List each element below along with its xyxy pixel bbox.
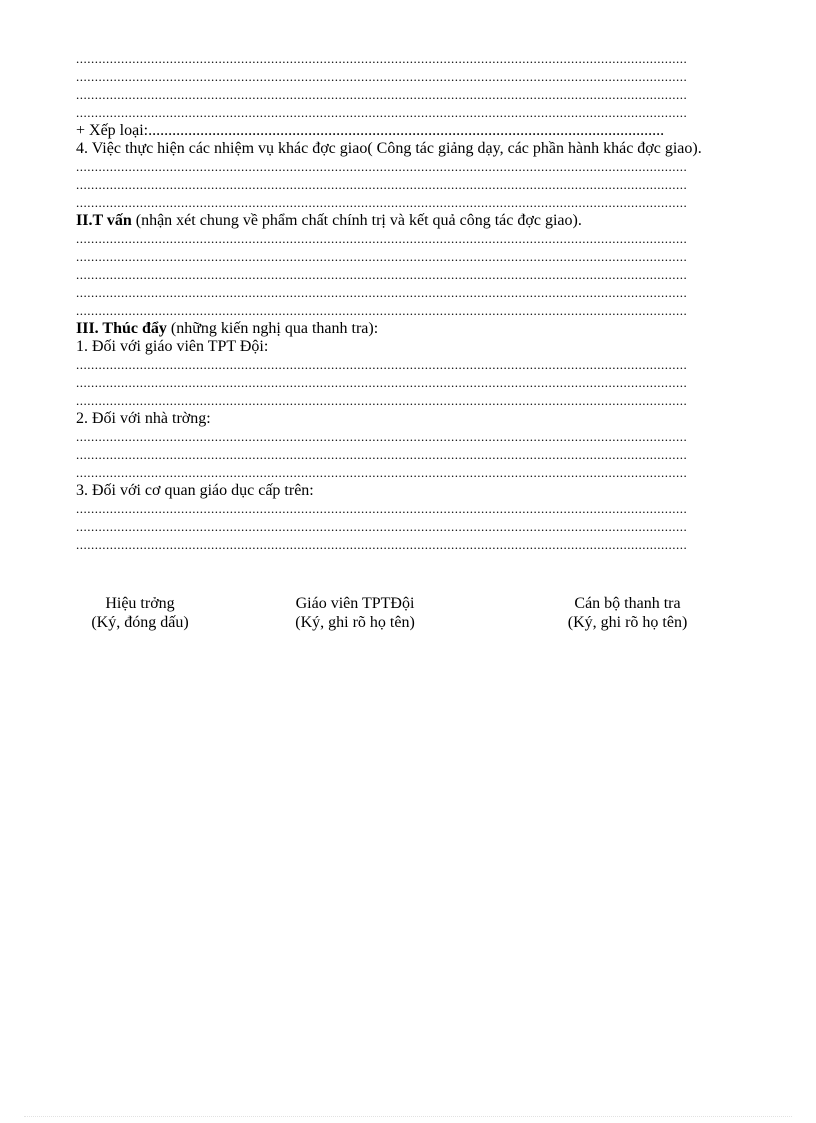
dotted-fill-line: ...................................................................................................................................................................	[76, 69, 688, 84]
dotted-fill-line: ...................................................................................................................................................................	[76, 519, 688, 534]
dotted-fill-line: ...................................................................................................................................................................	[76, 231, 688, 246]
dotted-fill-line: ...................................................................................................................................................................	[76, 51, 688, 66]
teacher-title: Giáo viên TPTĐội	[295, 595, 415, 612]
teacher-signature	[270, 594, 440, 632]
dotted-fill-line: ...................................................................................................................................................................	[76, 537, 688, 552]
section3-heading-rest: (những kiến nghị qua thanh tra):	[166, 320, 379, 337]
inspector-signature	[545, 594, 710, 632]
dotted-fill-line: ...................................................................................................................................................................	[76, 447, 688, 462]
section3-sub1: 1. Đối với giáo viên TPT Đội:	[76, 338, 269, 355]
dotted-fill-line: ...................................................................................................................................................................	[76, 285, 688, 300]
dotted-fill-line: ...................................................................................................................................................................	[76, 393, 688, 408]
item4-text: 4. Việc thực hiện các nhiệm vụ khác đợc giao( Công tác giảng dạy, các phần hành khác đợc giao).	[76, 140, 702, 157]
inspector-note: (Ký, ghi rõ họ tên)	[567, 614, 688, 631]
sub1-fill-lines	[76, 356, 738, 410]
page-bottom-rule	[24, 1116, 792, 1117]
rating-line: + Xếp loại:.................................................................................................................................	[76, 122, 665, 139]
section3-heading-bold: III. Thúc đẩy	[76, 320, 167, 337]
dotted-fill-line: ...................................................................................................................................................................	[76, 159, 688, 174]
section2-heading	[76, 212, 738, 230]
principal-note: (Ký, đóng dấu)	[91, 614, 189, 631]
section3-heading	[76, 320, 738, 338]
dotted-fill-line: ...................................................................................................................................................................	[76, 465, 688, 480]
dotted-fill-line: ...................................................................................................................................................................	[76, 375, 688, 390]
section1-fill-lines	[76, 50, 738, 122]
document-page	[76, 50, 738, 554]
sub3-fill-lines	[76, 500, 738, 554]
section2-heading-rest: (nhận xét chung về phẩm chất chính trị và kết quả công tác đợc giao).	[131, 212, 582, 229]
dotted-fill-line: ...................................................................................................................................................................	[76, 177, 688, 192]
principal-title: Hiệu trởng	[105, 595, 175, 612]
signature-block	[0, 594, 816, 644]
dotted-fill-line: ...................................................................................................................................................................	[76, 303, 688, 318]
section3-sub3: 3. Đối với cơ quan giáo dục cấp trên:	[76, 482, 314, 499]
dotted-fill-line: ...................................................................................................................................................................	[76, 87, 688, 102]
dotted-fill-line: ...................................................................................................................................................................	[76, 501, 688, 516]
dotted-fill-line: ...................................................................................................................................................................	[76, 267, 688, 282]
dotted-fill-line: ...................................................................................................................................................................	[76, 357, 688, 372]
section3-sub2: 2. Đối với nhà trờng:	[76, 410, 211, 427]
dotted-fill-line: ...................................................................................................................................................................	[76, 429, 688, 444]
section2-fill-lines	[76, 230, 738, 320]
item4-fill-lines	[76, 158, 738, 212]
principal-signature	[80, 594, 200, 632]
dotted-fill-line: ...................................................................................................................................................................	[76, 195, 688, 210]
section2-heading-bold: II.T vấn	[76, 212, 132, 229]
inspector-title: Cán bộ thanh tra	[574, 595, 681, 612]
sub2-fill-lines	[76, 428, 738, 482]
dotted-fill-line: ...................................................................................................................................................................	[76, 249, 688, 264]
dotted-fill-line: ...................................................................................................................................................................	[76, 105, 688, 120]
teacher-note: (Ký, ghi rõ họ tên)	[295, 614, 415, 631]
